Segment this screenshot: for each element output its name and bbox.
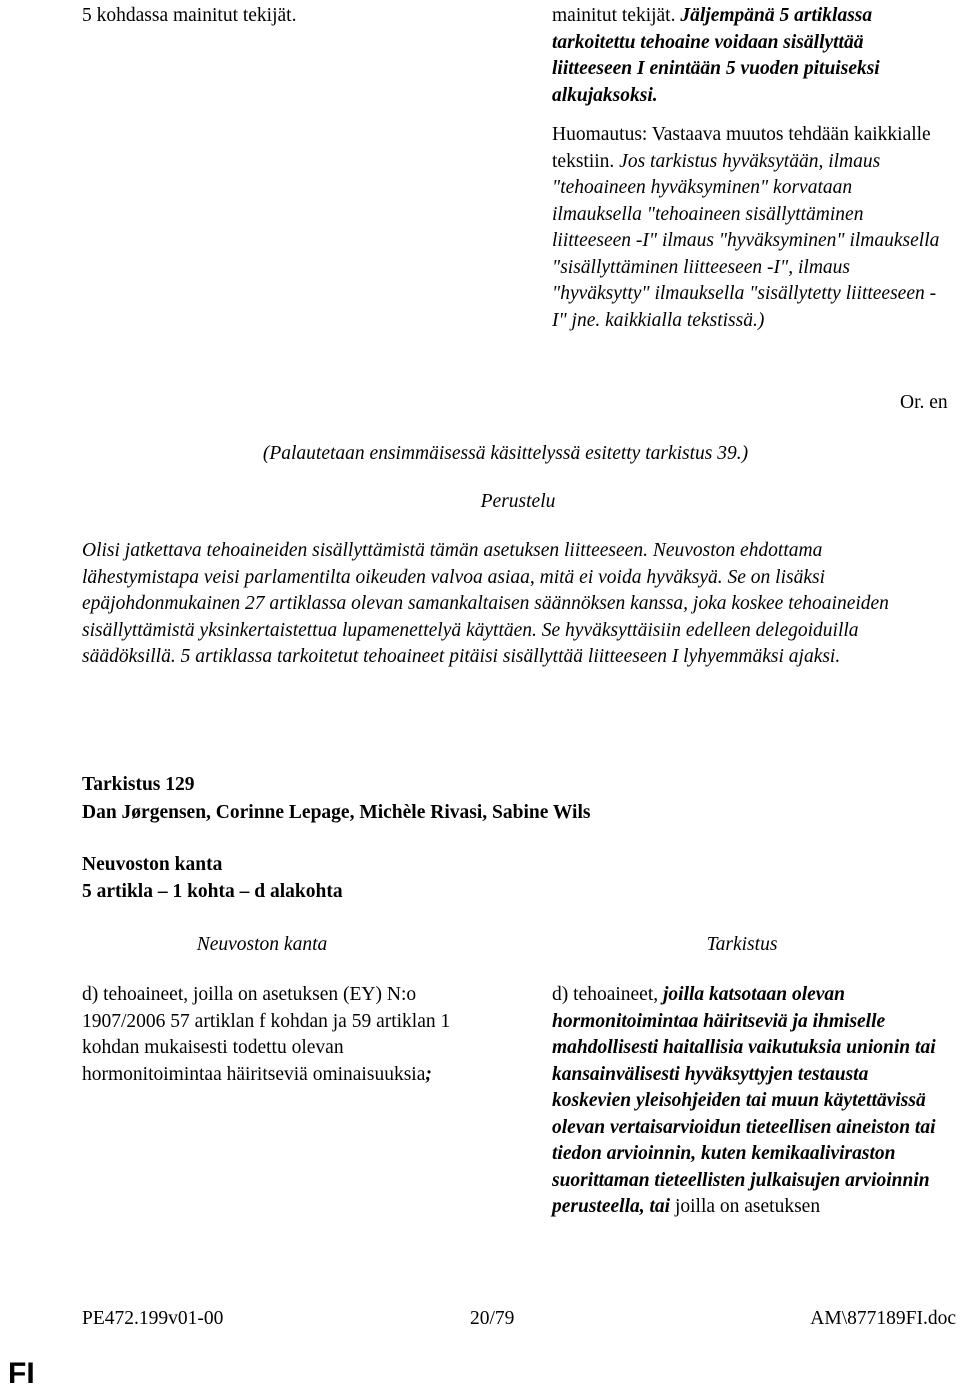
left-column-heading-text: Neuvoston kanta [196,934,328,955]
right-column-heading-text: Tarkistus [706,934,778,955]
top-right-paragraph-2 [552,122,942,334]
footer-right-text: AM\877189FI.doc [810,1308,956,1329]
language-mark [8,1357,35,1391]
footer-left-text: PE472.199v01-00 [82,1308,224,1329]
top-left-text: 5 kohdassa mainitut tekijät. [82,5,297,26]
justification-heading [0,489,960,516]
amendment-position: Neuvoston kanta [82,854,223,875]
justification-text [82,538,937,671]
left-column-body: d) tehoaineet, joilla on asetuksen (EY) N:o 1907/2006 57 artiklan f kohdan ja 59 artiklan 1 kohdan mukaisesti todettu olevan hormonitoimintaa häiritseviä ominaisuuksia [82,984,451,1085]
restored-amendment-note [0,441,960,468]
top-right-p2-plain: Huomautus: Vastaava muutos tehdään kaikkialle tekstiin. [552,124,931,172]
footer-center-text: 20/79 [470,1308,515,1329]
top-right-paragraph-1 [552,3,942,109]
right-column-text [552,982,952,1221]
top-right-column [552,3,942,334]
right-column-emphasis: joilla katsotaan olevan hormonitoimintaa häiritseviä ja ihmiselle mahdollisesti haitallisia vaikutuksia unionin tai kansainvälisesti hyväksyttyjen testausta koskevien yleisohjeiden tai muun käytettävissä olevan vertaisarvioidun tieteellisen aineiston tai tiedon arvioinnin, kuten kemikaaliviraston suorittaman tieteellisten julkaisujen arvioinnin perusteella, tai [552,984,936,1217]
top-right-p2-italic: Jos tarkistus hyväksytään, ilmaus "tehoaineen hyväksyminen" korvataan ilmauksella "tehoaineen sisällyttäminen liitteeseen -I" ilmaus "hyväksyminen" ilmauksella "sisällyttäminen liitteeseen -I", ilmaus "hyväksytty" ilmauksella "sisällytetty liitteeseen -I" jne. kaikkialla tekstissä.) [552,150,940,331]
footer-file-name [810,1306,956,1333]
footer-page-number [470,1306,514,1333]
right-column-start: d) tehoaineet, [552,984,663,1005]
restored-note-text: (Palautetaan ensimmäisessä käsittelyssä esitetty tarkistus 39.) [262,443,749,464]
amendment-reference: 5 artikla – 1 kohta – d alakohta [82,880,343,902]
amendment-title: Tarkistus 129 [82,774,195,795]
left-column-deleted-mark: ; [425,1063,432,1085]
left-column-text [82,982,477,1088]
original-language-label [900,390,960,417]
top-right-p1-emphasis: Jäljempänä 5 artiklassa tarkoitettu tehoaine voidaan sisällyttää liitteeseen I enintään 5 vuoden pituiseksi alkujaksoksi. [552,5,880,106]
justification-body: Olisi jatkettava tehoaineiden sisällyttämistä tämän asetuksen liitteeseen. Neuvoston ehdottama lähestymistapa veisi parlamentilta oikeuden valvoa asiaa, mitä ei voida hyväksyä. Se on lisäksi epäjohdonmukainen 27 artiklassa olevan samankaltaisen säännöksen kanssa, joka koskee tehoaineiden sisällyttämistä yksinkertaistettua lupamenettelyä käyttäen. Se hyväksyttäisiin edelleen delegoiduilla säädöksillä. 5 artiklassa tarkoitetut tehoaineet pitäisi sisällyttää liitteeseen I lyhyemmäksi ajaksi. [82,540,889,667]
amendment-authors: Dan Jørgensen, Corinne Lepage, Michèle Rivasi, Sabine Wils [82,801,591,823]
justification-heading-text: Perustelu [480,491,556,512]
amendment-header [82,772,942,905]
left-column-heading [82,932,442,959]
top-left-fragment [82,3,482,30]
or-lang-text: Or. en [900,392,948,413]
language-mark-text: FI [8,1357,35,1390]
right-column-end: joilla on asetuksen [670,1196,821,1217]
right-column-heading [552,932,932,959]
footer-document-id [82,1306,223,1333]
top-right-p1-plain: mainitut tekijät. [552,5,681,26]
